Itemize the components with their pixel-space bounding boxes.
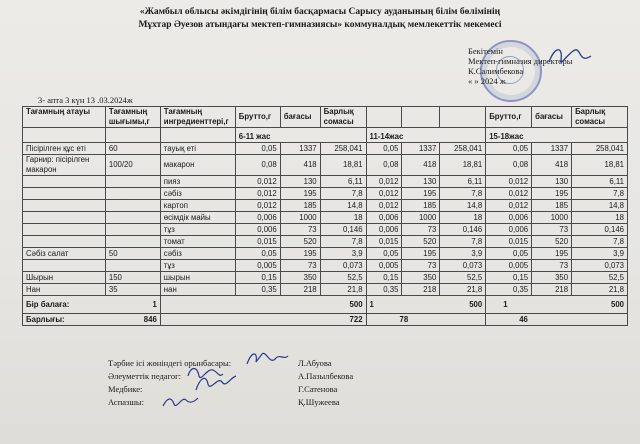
value-cell: 0,015 <box>366 236 402 248</box>
approval-line-1: Бекітемін <box>468 46 503 56</box>
count-row-v3: 78 <box>399 314 409 324</box>
ingredient-cell: сәбіз <box>160 248 235 260</box>
table-row <box>23 212 628 224</box>
ingredient-cell: тұз <box>160 224 235 236</box>
value-cell: 7,8 <box>320 236 366 248</box>
value-cell: 14,8 <box>440 200 486 212</box>
signature-row <box>108 370 408 383</box>
dish-weight-cell: 150 <box>105 272 160 284</box>
value-cell: 0,005 <box>235 260 280 272</box>
signature-name: Л.Абуова <box>298 358 332 368</box>
value-cell: 418 <box>402 155 440 176</box>
value-cell: 0,35 <box>235 284 280 296</box>
dish-weight-cell <box>105 176 160 188</box>
value-cell: 6,11 <box>572 176 628 188</box>
signature-role: Әлеуметтік педагог: <box>108 371 181 381</box>
value-cell: 0,006 <box>366 212 402 224</box>
dish-name-cell <box>23 200 106 212</box>
value-cell: 0,012 <box>366 176 402 188</box>
value-cell: 21,8 <box>320 284 366 296</box>
value-cell: 3,9 <box>572 248 628 260</box>
dish-name-cell: Пісірілген құс еті <box>23 143 106 155</box>
value-cell: 1337 <box>280 143 320 155</box>
table-row <box>23 272 628 284</box>
ingredient-cell: пияз <box>160 176 235 188</box>
value-cell: 0,006 <box>486 212 532 224</box>
value-cell: 130 <box>402 176 440 188</box>
value-cell: 350 <box>402 272 440 284</box>
count-row-v1: 846 <box>143 314 157 324</box>
col-price-1: бағасы <box>280 107 320 128</box>
signature-row <box>108 396 408 409</box>
value-cell: 21,8 <box>440 284 486 296</box>
age-group-row <box>23 128 628 143</box>
price-row-label: Бір балаға: <box>26 299 70 309</box>
dish-weight-cell: 35 <box>105 284 160 296</box>
dish-name-cell <box>23 260 106 272</box>
col-brutto-3: Брутто,г <box>486 107 532 128</box>
value-cell: 0,05 <box>366 248 402 260</box>
value-cell: 520 <box>402 236 440 248</box>
value-cell: 258,041 <box>572 143 628 155</box>
value-cell: 195 <box>532 188 572 200</box>
col-brutto-2 <box>366 107 402 128</box>
value-cell: 130 <box>532 176 572 188</box>
value-cell: 520 <box>280 236 320 248</box>
table-row <box>23 260 628 272</box>
value-cell: 18,81 <box>572 155 628 176</box>
value-cell: 7,8 <box>572 188 628 200</box>
col-price-2 <box>402 107 440 128</box>
menu-table <box>22 106 628 326</box>
approval-line-3: К.Салимбекова <box>468 66 524 76</box>
col-ingredients: Тағамның ингредиенттері,г <box>160 107 235 128</box>
table-row <box>23 248 628 260</box>
approval-line-4: « » 2024 ж <box>468 76 506 86</box>
value-cell: 0,35 <box>366 284 402 296</box>
value-cell: 73 <box>402 260 440 272</box>
count-row-v2: 722 <box>160 314 366 326</box>
approval-line-2: Мектеп-гимназия директоры <box>468 56 573 66</box>
value-cell: 0,146 <box>572 224 628 236</box>
price-row-count-3: 1 <box>503 299 508 309</box>
signature-name: Г.Сатенова <box>298 384 338 394</box>
value-cell: 7,8 <box>572 236 628 248</box>
dish-name-cell <box>23 188 106 200</box>
value-cell: 0,05 <box>366 143 402 155</box>
value-cell: 52,5 <box>320 272 366 284</box>
value-cell: 14,8 <box>572 200 628 212</box>
document-header <box>0 6 640 32</box>
value-cell: 1000 <box>402 212 440 224</box>
value-cell: 21,8 <box>572 284 628 296</box>
value-cell: 0,005 <box>486 260 532 272</box>
value-cell: 7,8 <box>320 188 366 200</box>
col-weight: Тағамның шығымы,г <box>105 107 160 128</box>
table-header-row <box>23 107 628 128</box>
col-dish: Тағамның атауы <box>23 107 106 128</box>
dish-weight-cell <box>105 200 160 212</box>
value-cell: 195 <box>402 188 440 200</box>
value-cell: 0,012 <box>235 188 280 200</box>
col-total-2 <box>440 107 486 128</box>
age-group-2: 11-14жас <box>366 128 486 143</box>
deputy-signature <box>244 348 290 370</box>
table-row <box>23 236 628 248</box>
dish-weight-cell <box>105 236 160 248</box>
col-price-3: бағасы <box>532 107 572 128</box>
value-cell: 0,05 <box>486 248 532 260</box>
table-row <box>23 188 628 200</box>
dish-weight-cell: 60 <box>105 143 160 155</box>
table-row <box>23 224 628 236</box>
value-cell: 0,012 <box>486 188 532 200</box>
header-line-2: Мұхтар Әуезов атындағы мектеп-гимназиясы» коммуналдық мемлекеттік мекемесі <box>138 20 502 30</box>
value-cell: 18 <box>440 212 486 224</box>
value-cell: 7,8 <box>440 188 486 200</box>
signature-row <box>108 383 408 396</box>
price-row-total-3: 500 <box>610 299 624 309</box>
value-cell: 0,146 <box>320 224 366 236</box>
value-cell: 73 <box>280 224 320 236</box>
price-row-count-2: 1 <box>369 299 374 309</box>
value-cell: 0,012 <box>486 200 532 212</box>
value-cell: 7,8 <box>440 236 486 248</box>
value-cell: 1000 <box>280 212 320 224</box>
value-cell: 0,08 <box>366 155 402 176</box>
header-line-1: «Жамбыл облысы әкімдігінің білім басқармасы Сарысу ауданының білім бөлімінің <box>139 7 501 17</box>
value-cell: 3,9 <box>440 248 486 260</box>
value-cell: 0,15 <box>486 272 532 284</box>
table-row <box>23 143 628 155</box>
ingredient-cell: нан <box>160 284 235 296</box>
dish-name-cell: Сәбіз салат <box>23 248 106 260</box>
value-cell: 185 <box>532 200 572 212</box>
dish-name-cell <box>23 224 106 236</box>
dish-weight-cell <box>105 188 160 200</box>
value-cell: 0,006 <box>235 224 280 236</box>
value-cell: 0,012 <box>235 200 280 212</box>
dish-name-cell: Гарнир: пісірілген макарон <box>23 155 106 176</box>
value-cell: 18,81 <box>440 155 486 176</box>
signature-role: Тәрбие ісі жөніндегі орынбасары: <box>108 358 232 368</box>
value-cell: 218 <box>402 284 440 296</box>
value-cell: 0,012 <box>235 176 280 188</box>
value-cell: 0,073 <box>440 260 486 272</box>
value-cell: 0,08 <box>235 155 280 176</box>
value-cell: 18 <box>572 212 628 224</box>
table-row <box>23 284 628 296</box>
director-signature <box>545 42 595 70</box>
dish-weight-cell <box>105 224 160 236</box>
col-total-3: Барлық сомасы <box>572 107 628 128</box>
table-row <box>23 155 628 176</box>
value-cell: 1337 <box>532 143 572 155</box>
nurse-signature <box>192 372 238 394</box>
value-cell: 73 <box>532 260 572 272</box>
ingredient-cell: тауық еті <box>160 143 235 155</box>
value-cell: 3,9 <box>320 248 366 260</box>
value-cell: 0,006 <box>486 224 532 236</box>
week-label: 3- апта 3 күн 13 .03.2024ж <box>38 95 133 105</box>
value-cell: 73 <box>280 260 320 272</box>
value-cell: 0,012 <box>366 188 402 200</box>
signature-role: Медбике: <box>108 384 143 394</box>
value-cell: 0,073 <box>320 260 366 272</box>
dish-name-cell <box>23 212 106 224</box>
value-cell: 0,35 <box>486 284 532 296</box>
value-cell: 418 <box>532 155 572 176</box>
value-cell: 520 <box>532 236 572 248</box>
table-row <box>23 176 628 188</box>
age-group-1: 6-11 жас <box>235 128 366 143</box>
dish-weight-cell <box>105 260 160 272</box>
value-cell: 6,11 <box>440 176 486 188</box>
value-cell: 258,041 <box>320 143 366 155</box>
ingredient-cell: шырын <box>160 272 235 284</box>
dish-name-cell <box>23 236 106 248</box>
dish-weight-cell <box>105 212 160 224</box>
value-cell: 18,81 <box>320 155 366 176</box>
value-cell: 14,8 <box>320 200 366 212</box>
value-cell: 0,015 <box>486 236 532 248</box>
price-row-total-2: 500 <box>469 299 483 309</box>
ingredient-cell: өсімдік майы <box>160 212 235 224</box>
dish-name-cell: Шырын <box>23 272 106 284</box>
count-row-v4: 46 <box>519 314 528 324</box>
price-per-child-row <box>23 296 628 314</box>
value-cell: 195 <box>532 248 572 260</box>
value-cell: 0,073 <box>572 260 628 272</box>
value-cell: 0,05 <box>235 143 280 155</box>
cook-signature <box>160 392 200 412</box>
value-cell: 130 <box>280 176 320 188</box>
value-cell: 0,006 <box>366 224 402 236</box>
value-cell: 258,041 <box>440 143 486 155</box>
value-cell: 350 <box>532 272 572 284</box>
value-cell: 195 <box>280 188 320 200</box>
price-row-total-1: 500 <box>160 296 366 314</box>
total-count-row <box>23 314 628 326</box>
value-cell: 185 <box>280 200 320 212</box>
value-cell: 73 <box>402 224 440 236</box>
value-cell: 0,05 <box>486 143 532 155</box>
signature-role: Аспазшы: <box>108 397 144 407</box>
value-cell: 0,146 <box>440 224 486 236</box>
count-row-label: Барлығы: <box>26 314 65 324</box>
signature-name: А.Пазылбекова <box>298 371 354 381</box>
value-cell: 0,006 <box>235 212 280 224</box>
dish-weight-cell: 50 <box>105 248 160 260</box>
value-cell: 195 <box>280 248 320 260</box>
value-cell: 0,005 <box>366 260 402 272</box>
value-cell: 0,012 <box>366 200 402 212</box>
value-cell: 0,08 <box>486 155 532 176</box>
age-group-3: 15-18жас <box>486 128 628 143</box>
value-cell: 0,05 <box>235 248 280 260</box>
ingredient-cell: томат <box>160 236 235 248</box>
col-total-1: Барлық сомасы <box>320 107 366 128</box>
table-row <box>23 200 628 212</box>
value-cell: 6,11 <box>320 176 366 188</box>
value-cell: 195 <box>402 248 440 260</box>
col-brutto-1: Брутто,г <box>235 107 280 128</box>
dish-name-cell: Нан <box>23 284 106 296</box>
value-cell: 73 <box>532 224 572 236</box>
value-cell: 350 <box>280 272 320 284</box>
value-cell: 1000 <box>532 212 572 224</box>
ingredient-cell: картоп <box>160 200 235 212</box>
value-cell: 52,5 <box>572 272 628 284</box>
signature-name: Қ.Шужеева <box>298 397 340 407</box>
value-cell: 0,15 <box>366 272 402 284</box>
dish-name-cell <box>23 176 106 188</box>
value-cell: 1337 <box>402 143 440 155</box>
ingredient-cell: сәбіз <box>160 188 235 200</box>
value-cell: 0,012 <box>486 176 532 188</box>
dish-weight-cell: 100/20 <box>105 155 160 176</box>
value-cell: 52,5 <box>440 272 486 284</box>
value-cell: 0,015 <box>235 236 280 248</box>
ingredient-cell: тұз <box>160 260 235 272</box>
value-cell: 218 <box>280 284 320 296</box>
value-cell: 18 <box>320 212 366 224</box>
ingredient-cell: макарон <box>160 155 235 176</box>
value-cell: 185 <box>402 200 440 212</box>
value-cell: 218 <box>532 284 572 296</box>
value-cell: 418 <box>280 155 320 176</box>
value-cell: 0,15 <box>235 272 280 284</box>
price-row-count-1: 1 <box>152 299 157 309</box>
